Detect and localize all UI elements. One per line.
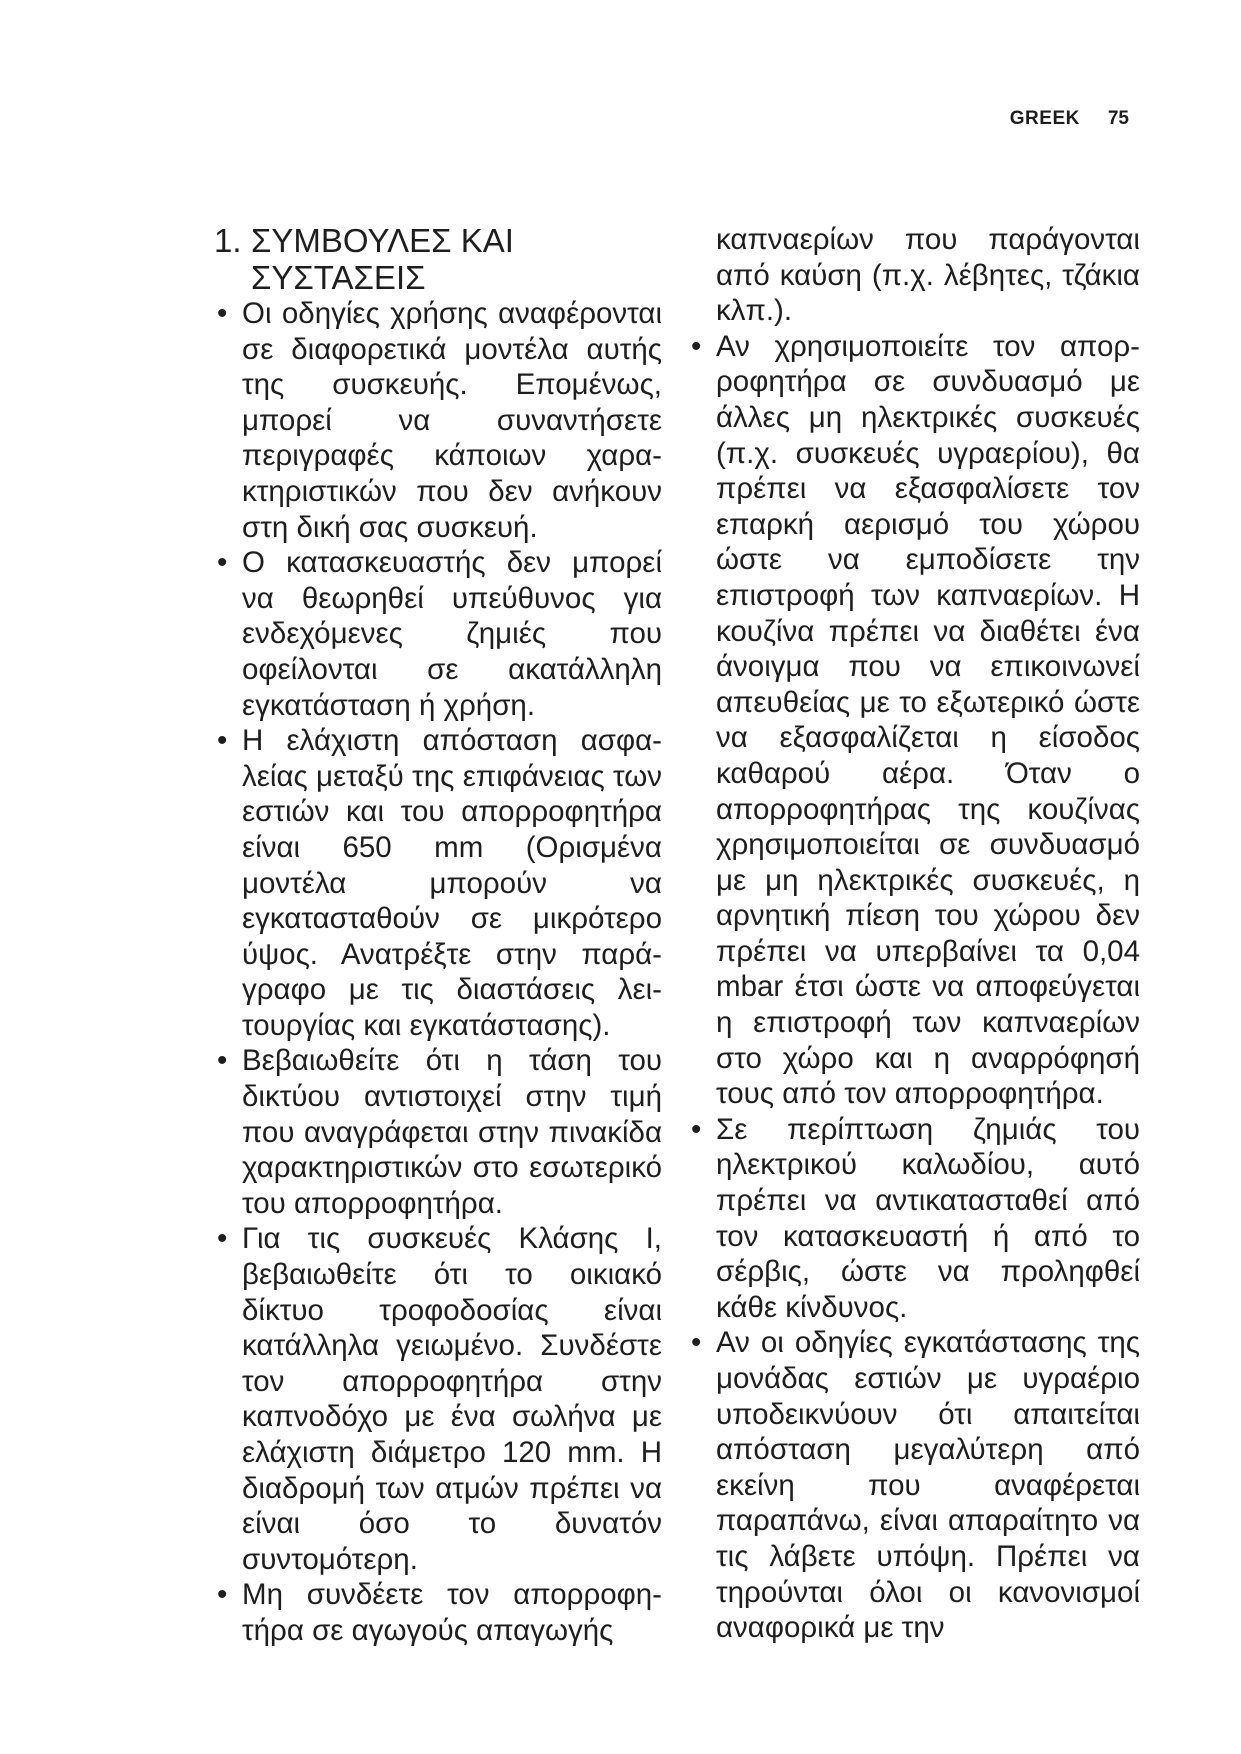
list-item — [688, 1325, 1140, 1645]
bullet-icon: • — [691, 1326, 702, 1360]
bullet-icon: • — [217, 1578, 228, 1612]
list-item — [214, 545, 662, 723]
continued-text: καπναερίων που παράγονται από καύση (π.χ. λέβητες, τζάκια κλπ.). — [716, 223, 1140, 328]
header-language: GREEK — [1009, 108, 1080, 129]
page-header — [1010, 108, 1129, 130]
list-item — [214, 296, 662, 545]
right-column — [688, 222, 1140, 1646]
bullet-icon: • — [217, 546, 228, 580]
list-item-text: Σε περίπτωση ζημιάς του ηλεκτρικού καλωδίου, αυτό πρέπει να αντικατασταθεί από τον κατασκευαστή ή από το σέρβις, ώστε να προληφθεί κάθε κίνδυνος. — [716, 1112, 1140, 1324]
section-title — [214, 222, 662, 296]
section-title-text: ΣΥΜΒΟΥΛΕΣ ΚΑΙ ΣΥΣΤΑΣΕΙΣ — [251, 222, 514, 296]
list-item-text: Για τις συσκευές Κλάσης I, βεβαιωθείτε ότι το οικιακό δίκτυο τροφοδοσίας είναι κατάλληλα γειωμένο. Συνδέστε τον απορροφητήρα στην καπνοδόχο με ένα σωλήνα με ελάχιστη διάμετρο 120 mm. Η διαδρομή των ατμών πρέπει να είναι όσο το δυνατόν συντομότερη. — [242, 1222, 662, 1576]
section-number: 1. — [214, 222, 242, 259]
left-bullet-list — [214, 296, 662, 1649]
page-number: 75 — [1107, 108, 1129, 129]
list-item — [688, 1112, 1140, 1326]
list-item — [688, 329, 1140, 1112]
bullet-icon: • — [217, 724, 228, 758]
list-item-text: Ο κατασκευαστής δεν μπορεί να θεωρηθεί υπεύθυνος για ενδεχόμενες ζημιές που οφείλονται σε ακατάλληλη εγκατάσταση ή χρήση. — [242, 546, 662, 722]
list-item — [214, 1043, 662, 1221]
list-item-text: Βεβαιωθείτε ότι η τάση του δικτύου αντιστοιχεί στην τιμή που αναγράφεται στην πινακίδα χαρακτηριστικών στο εσωτερικό του απορροφητήρα. — [242, 1044, 662, 1220]
list-item-text: Αν χρησιμοποιείτε τον απορροφητήρα σε συνδυασμό με άλλες μη ηλεκτρικές συσκευές (π.χ. συσκευές υγραερίου), θα πρέπει να εξασφαλίσετε τον επαρκή αερισμό του χώρου ώστε να εμποδίσετε την επιστροφή των καπναερίων. Η κουζίνα πρέπει να διαθέτει ένα άνοιγμα που να επικοινωνεί απευθείας με το εξωτερικό ώστε να εξασφαλίζεται η είσοδος καθαρού αέρα. Όταν ο απορροφητήρας της κουζίνας χρησιμοποιείται σε συνδυασμό με μη ηλεκτρικές συσκευές, η αρνητική πίεση του χώρου δεν πρέπει να υπερβαίνει τα 0,04 mbar έτσι ώστε να αποφεύγεται η επιστροφή των καπναερίων στο χώρο και η αναρρόφησή τους από τον απορροφητήρα. — [716, 329, 1140, 1111]
bullet-icon: • — [691, 1112, 702, 1146]
bullet-icon: • — [217, 1044, 228, 1078]
list-item-text: Αν οι οδηγίες εγκατάστασης της μονάδας εστιών με υγραέριο υποδεικνύουν ότι απαιτείται απόσταση μεγαλύτερη από εκείνη που αναφέρεται παραπάνω, είναι απαραίτητο να τις λάβετε υπόψη. Πρέπει να τηρούνται όλοι οι κανονισμοί αναφορικά με την — [716, 1326, 1140, 1645]
list-item — [214, 1221, 662, 1577]
list-item-text: Μη συνδέετε τον απορροφητήρα σε αγωγούς απαγωγής — [242, 1578, 662, 1647]
bullet-icon: • — [217, 1222, 228, 1256]
left-column — [214, 222, 662, 1649]
list-item — [214, 1577, 662, 1648]
list-item-text: Η ελάχιστη απόσταση ασφαλείας μεταξύ της επιφάνειας των εστιών και του απορροφητήρα είναι 650 mm (Ορισμένα μοντέλα μπορούν να εγκατασταθούν σε μικρότερο ύψος. Ανατρέξτε στην παράγραφο με τις διαστάσεις λειτουργίας και εγκατάστασης). — [242, 724, 662, 1042]
list-item-text: Οι οδηγίες χρήσης αναφέρονται σε διαφορετικά μοντέλα αυτής της συσκευής. Επομένως, μπορεί να συναντήσετε περιγραφές κάποιων χαρακτηριστικών που δεν ανήκουν στη δική σας συσκευή. — [242, 297, 662, 544]
right-bullet-list — [688, 329, 1140, 1646]
bullet-icon: • — [691, 329, 702, 363]
list-item — [214, 723, 662, 1043]
bullet-icon: • — [217, 297, 228, 330]
